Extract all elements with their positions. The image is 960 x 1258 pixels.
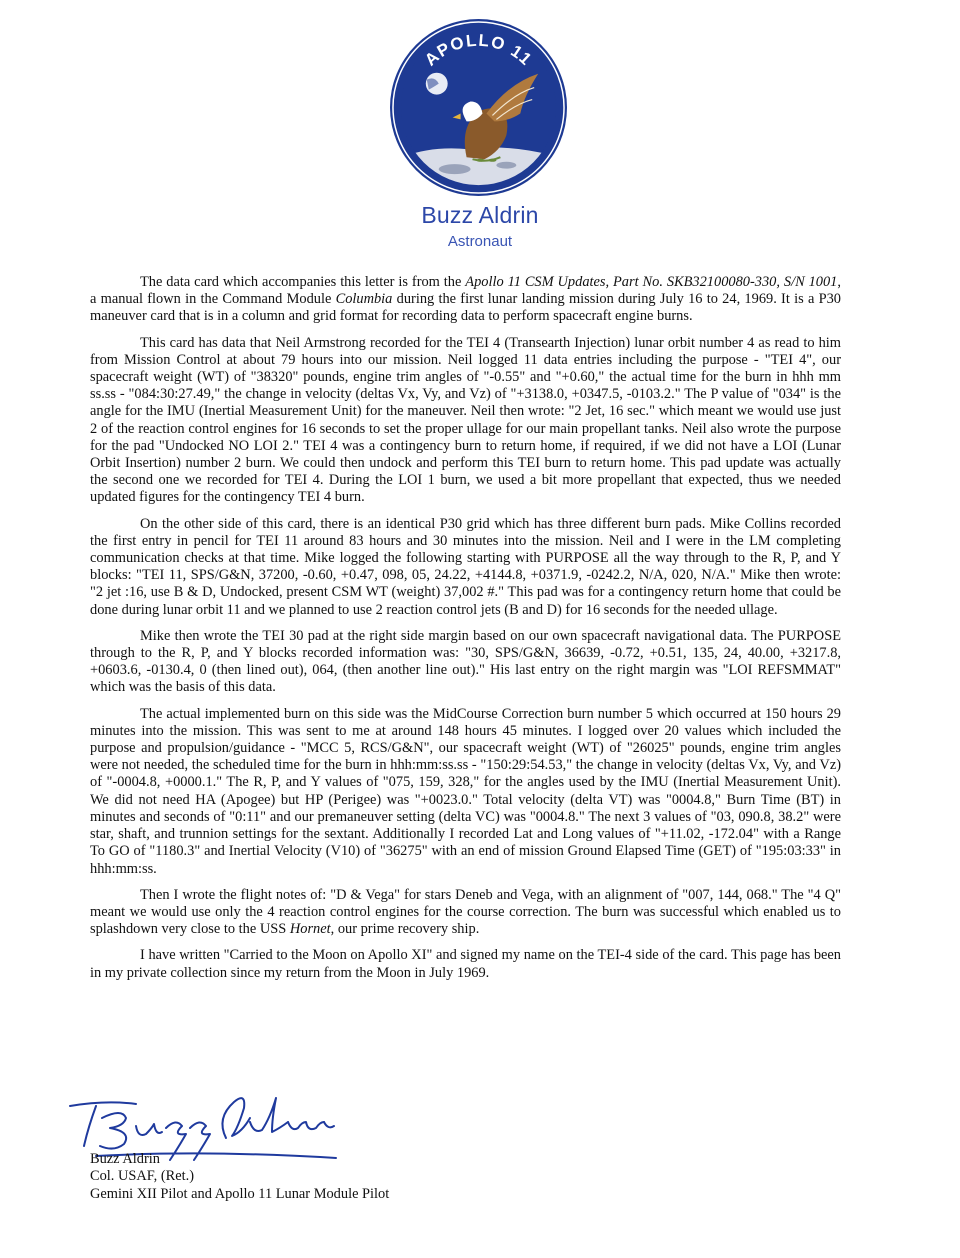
letterhead-title: Astronaut [447,233,513,250]
emblem-title: APOLLO 11 [420,30,537,70]
paragraph-2: This card has data that Neil Armstrong recorded for the TEI 4 (Transearth Injection) lunar orbit number 4 as read to him from Mission Control at about 79 hours into our mission. Neil logged 11 data entries including the purpose - "TEI 4", our spacecraft weight (WT) of "38320" pounds, engine trim angles of "-0.55" and "+0.60," the actual time for the burn in hhh mm ss.ss - "084:30:27.49," the change in velocity (deltas Vx, Vy, and Vz) of "+3138.0, +0347.5, -0103.2." The P value of "034" is the angle for the IMU (Inertial Measurement Unit) for the maneuver. Neil then wrote: "2 Jet, 16 sec." which meant we would use just 2 of the reaction control engines for 16 seconds to set the proper ullage for our main propellant tanks. Neil also wrote the purpose for the pad "Undocked NO LOI 2." TEI 4 was a contingency burn to return home, if required, if we did not have a LOI (Lunar Orbit Insertion) number 2 burn. We could then undock and perform this TEI burn to return home. This pad update was actually the second one we recorded for TEI 4. During the LOI 1 burn, we used a bit more propellant that expected, thus we needed updated figures for the contingency TEI 4 burn. [90,334,841,506]
manual-title: Apollo 11 CSM Updates, Part No. SKB32100080-330, S/N 1001 [465,274,838,290]
command-module-name: Columbia [335,291,393,308]
closing-rank: Col. USAF, (Ret.) [90,1168,194,1185]
paragraph-6: Then I wrote the flight notes of: "D & Vega" for stars Deneb and Vega, with an alignment of "007, 144, 068." The "4 Q" meant we would use only the 4 reaction control engines for the course correction. The burn was successful which enabled us to splashdown very close to the USS Hornet, our prime recovery ship. [90,886,841,938]
closing-credentials: Gemini XII Pilot and Apollo 11 Lunar Module Pilot [90,1185,390,1202]
closing-block [90,1151,389,1203]
paragraph-3: On the other side of this card, there is an identical P30 grid which has three different burn pads. Mike Collins recorded the first entry in pencil for TEI 11 around 83 hours and 30 minutes into the mission. Neil and I were in the LM completing communication checks at that time. Mike logged the following starting with PURPOSE all the way through to the R, P, and Y blocks: "TEI 11, SPS/G&N, 37200, -0.60, +0.47, 098, 05, 24.22, +4144.8, +0371.9, -0242.2, N/A, 020, N/A." Mike then wrote: "2 jet :16, use B & D, Undocked, present CSM WT (weight) 37,002 #." This pad was for a contingency return home that could be done during lunar orbit 11 and we planned to use 2 reaction control jets (B and D) for 16 seconds for the needed ullage. [90,515,841,618]
letter-body [90,274,841,991]
paragraph-4: Mike then wrote the TEI 30 pad at the right side margin based on our own spacecraft navigational data. The PURPOSE through to the R, P, and Y blocks recorded information was: "30, SPS/G&N, 36639, -0.72, +0.51, 135, 24, 40.00, +3217.8, +0603.6, -0130.4, 0 (then lined out), 064, (then another line out)." His last entry on the right margin was "LOI REFSMMAT" which was the basis of this data. [90,627,841,696]
paragraph-7: I have written "Carried to the Moon on Apollo XI" and signed my name on the TEI-4 side of the card. This page has been in my private collection since my return from the Moon in July 1969. [90,947,841,981]
ship-name: Hornet [289,921,331,938]
paragraph-5: The actual implemented burn on this side was the MidCourse Correction burn number 5 which occurred at 150 hours 29 minutes into the mission. This was sent to me at around 148 hours 45 minutes. I logged over 20 values which included the purpose and propulsion/guidance - "MCC 5, RCS/G&N", our spacecraft weight (WT) of "26025" pounds, engine trim angles were not needed, the scheduled time for the burn in hhh:mm:ss.ss - "150:29:54.53," the change in velocity (deltas Vx, Vy, and Vz) of "-0004.8, +0000.1." The R, P, and Y values of "075, 159, 328," for the angles used by the IMU (Inertial Measurement Unit). We did not need HA (Apogee) but HP (Perigee) was "+0023.0." Total velocity (delta VT) was "0004.8," Burn Time (BT) in minutes and seconds of "0:11" and our premaneuver setting (delta VC) was "0004.8." The next 3 values of "03, 090.8, 38.2" were star, shaft, and trunnion settings for the sextant. Additionally I recorded Lat and Long values of "+11.02, -172.04" with a Range To GO of "1180.3" and Inertial Velocity (V10) of "36275" with an end of mission Ground Elapsed Time (GET) of "195:03:33" in hhh:mm:ss. [90,705,841,877]
apollo-11-mission-emblem [389,18,568,197]
signature-text: Buzz Aldrin [216,1166,221,1167]
paragraph-1: The data card which accompanies this letter is from the Apollo 11 CSM Updates, Part No. SKB32100080-330, S/N 1001, a manual flown in the Command Module Columbia during the first lunar landing mission during July 16 to 24, 1969. It is a P30 maneuver card that is in a column and grid format for recording data to perform spacecraft engine burns. [90,274,841,325]
letterhead-name: Buzz Aldrin [421,202,539,228]
closing-name: Buzz Aldrin [90,1151,160,1167]
